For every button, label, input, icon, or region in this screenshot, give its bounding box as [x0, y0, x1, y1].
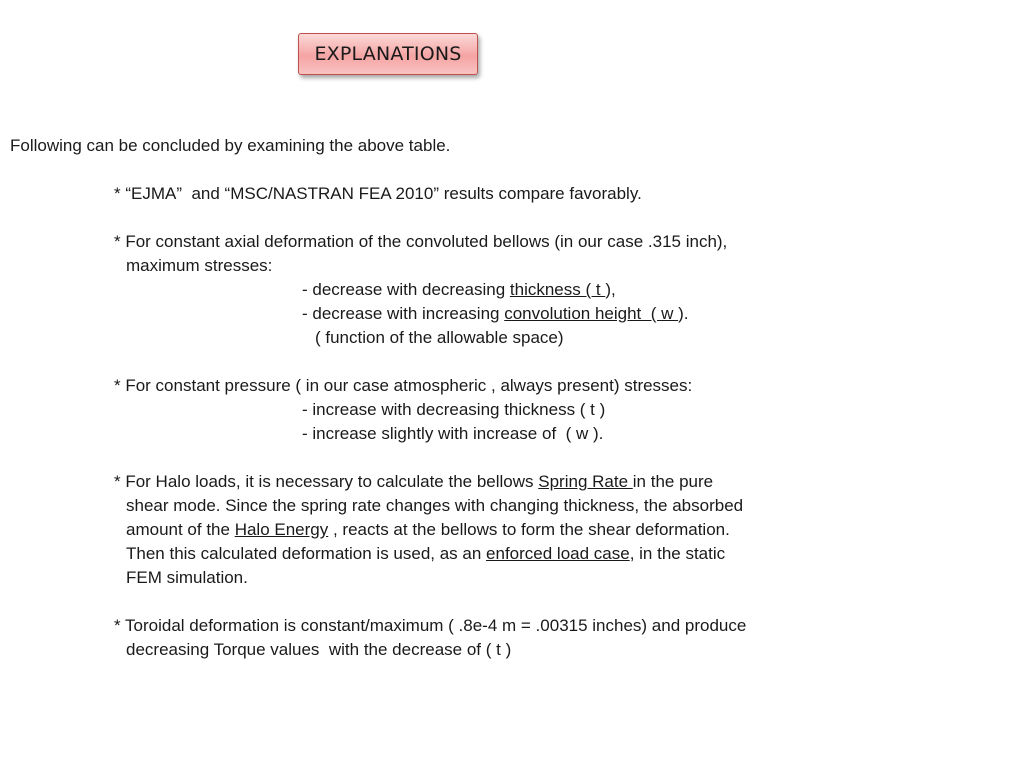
item-1-text: * “EJMA” and “MSC/NASTRAN FEA 2010” results compare favorably.: [114, 184, 642, 203]
item-2-sub-1-post: ),: [605, 280, 616, 299]
item-2-sub-2-post: ).: [678, 304, 689, 323]
item-4-line-3: [126, 520, 730, 540]
item-4-line-3-post: , reacts at the bellows to form the shear deformation.: [328, 520, 730, 539]
convolution-height-underlined: convolution height ( w: [504, 304, 679, 323]
item-4-line-4-post: , in the static: [629, 544, 726, 563]
item-2-sub-1-pre: - decrease with decreasing: [302, 280, 510, 299]
item-2-sub-2: [302, 304, 689, 324]
item-2-sub-2-pre: - decrease with increasing: [302, 304, 505, 323]
item-4-line-1-pre: * For Halo loads, it is necessary to calculate the bellows: [114, 472, 539, 491]
slide-title: EXPLANATIONS: [314, 43, 462, 65]
item-3-sub-1: - increase with decreasing thickness ( t ): [302, 400, 606, 419]
thickness-underlined: thickness ( t: [509, 280, 606, 299]
item-4-line-4: [126, 544, 725, 564]
item-2-line-2: maximum stresses:: [126, 256, 273, 275]
item-4-line-4-pre: Then this calculated deformation is used, as an: [126, 544, 487, 563]
title-box: [298, 33, 478, 75]
item-4-line-1-post: in the pure: [632, 472, 714, 491]
item-4-line-5: FEM simulation.: [126, 568, 248, 587]
item-4-line-2: shear mode. Since the spring rate changes with changing thickness, the absorbed: [126, 496, 744, 515]
item-5-line-1: * Toroidal deformation is constant/maximum ( .8e-4 m = .00315 inches) and produce: [114, 616, 747, 635]
intro-text: Following can be concluded by examining the above table.: [10, 136, 451, 155]
item-3-sub-2: - increase slightly with increase of ( w ).: [302, 424, 604, 443]
item-5-line-2: decreasing Torque values with the decrease of ( t ): [126, 640, 512, 659]
item-4-line-1: [114, 472, 713, 492]
item-3-line-1: * For constant pressure ( in our case atmospheric , always present) stresses:: [114, 376, 693, 395]
item-4-line-3-pre: amount of the: [126, 520, 235, 539]
item-2-line-1: * For constant axial deformation of the convoluted bellows (in our case .315 inch),: [114, 232, 728, 251]
item-2-sub-3: ( function of the allowable space): [315, 328, 564, 347]
enforced-load-case-underlined: enforced load case: [486, 544, 630, 563]
spring-rate-underlined: Spring Rate: [538, 472, 633, 491]
halo-energy-underlined: Halo Energy: [234, 520, 329, 539]
item-2-sub-1: [302, 280, 616, 300]
